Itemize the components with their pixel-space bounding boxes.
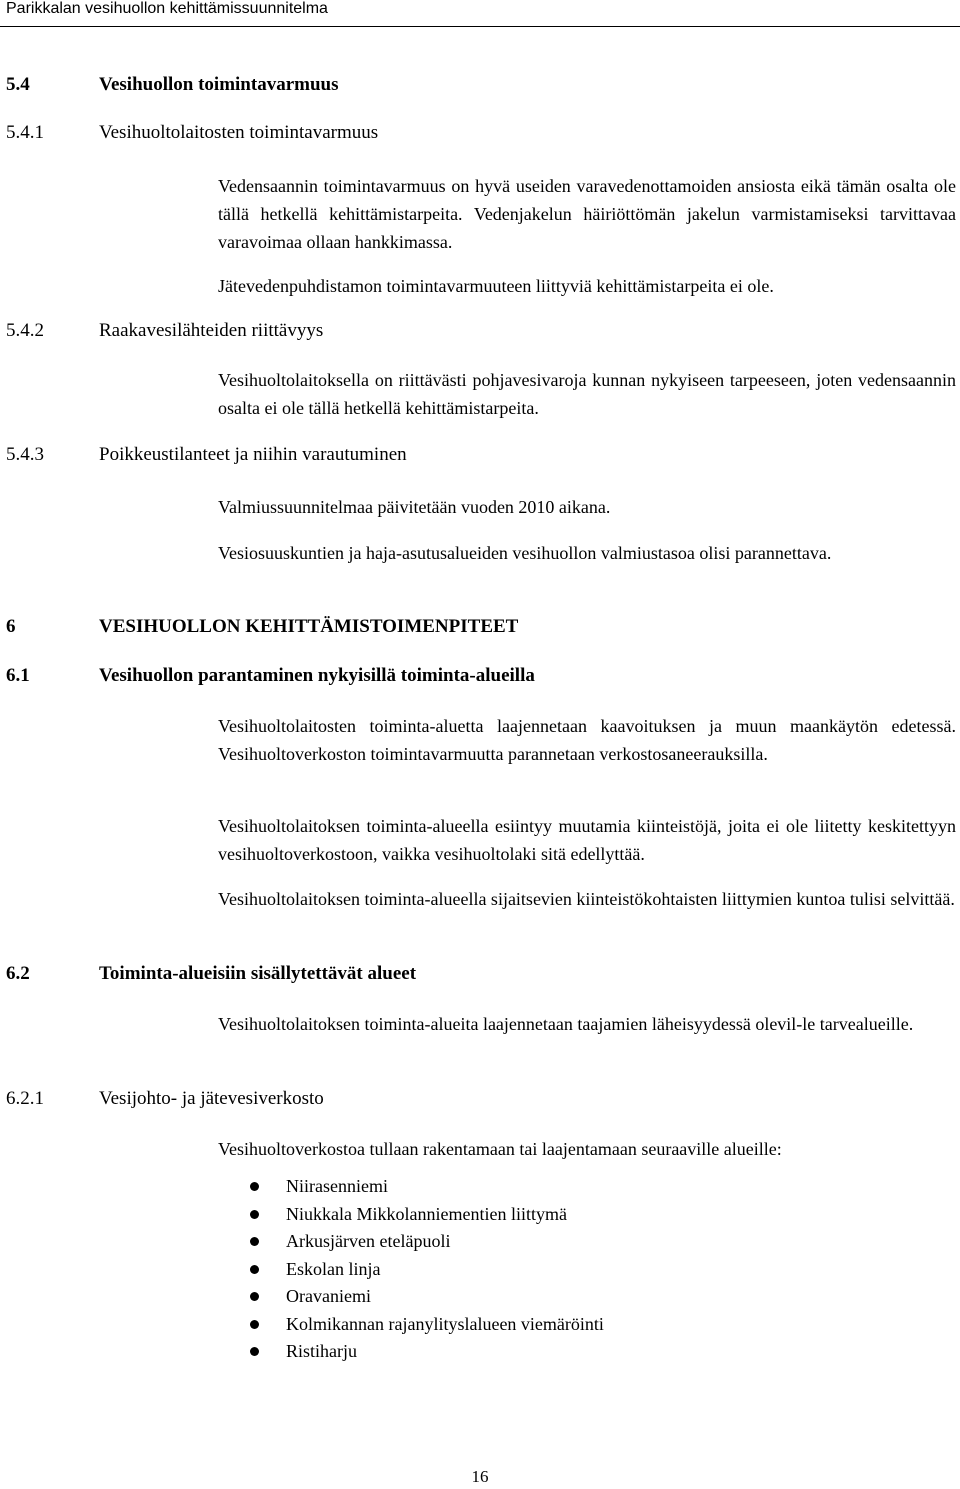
- list-item: [250, 1228, 604, 1256]
- heading-title: Raakavesilähteiden riittävyys: [99, 320, 324, 341]
- paragraph: Vesihuoltolaitoksen toiminta-alueita laajennetaan taajamien läheisyydessä olevil-le tarvealueille.: [218, 1014, 914, 1034]
- heading-title: Vesihuollon parantaminen nykyisillä toiminta-alueilla: [99, 665, 535, 686]
- heading-title: Vesihuoltolaitosten toimintavarmuus: [99, 122, 379, 143]
- bullet-icon: [250, 1320, 259, 1329]
- paragraph: Valmiussuunnitelmaa päivitetään vuoden 2010 aikana.: [218, 497, 611, 517]
- heading-number: 5.4: [6, 74, 30, 95]
- paragraph: Vesihuoltolaitoksen toiminta-alueella sijaitsevien kiinteistökohtaisten liittymien kuntoa tulisi selvittää.: [218, 889, 955, 909]
- header-rule: [0, 26, 960, 27]
- list-item: [250, 1338, 604, 1366]
- running-head: Parikkalan vesihuollon kehittämissuunnitelma: [6, 0, 328, 17]
- heading-title: Toiminta-alueisiin sisällytettävät alueet: [99, 963, 417, 984]
- area-list: [250, 1173, 604, 1366]
- list-item-text: Oravaniemi: [286, 1286, 371, 1306]
- paragraph: Vesiosuuskuntien ja haja-asutusalueiden vesihuollon valmiustasoa olisi parannettava.: [218, 543, 832, 563]
- list-item-text: Ristiharju: [286, 1341, 357, 1361]
- list-item: [250, 1311, 604, 1339]
- heading-number: 6.2: [6, 963, 30, 984]
- paragraph: Vesihuoltolaitoksen toiminta-alueella esiintyy muutamia kiinteistöjä, joita ei ole liitetty keskitettyyn vesihuoltoverkostoon, vaikka vesihuoltolaki sitä edellyttää.: [218, 816, 956, 864]
- heading-number: 5.4.3: [6, 444, 44, 465]
- list-item-text: Arkusjärven eteläpuoli: [286, 1231, 451, 1251]
- heading-number: 6: [6, 616, 16, 637]
- bullet-icon: [250, 1210, 259, 1219]
- heading-number: 5.4.2: [6, 320, 44, 341]
- bullet-icon: [250, 1347, 259, 1356]
- list-item-text: Niirasenniemi: [286, 1176, 388, 1196]
- list-item-text: Eskolan linja: [286, 1258, 381, 1279]
- list-item: [250, 1201, 604, 1229]
- heading-title: VESIHUOLLON KEHITTÄMISTOIMENPITEET: [99, 616, 519, 637]
- list-item: [250, 1283, 604, 1311]
- heading-number: 5.4.1: [6, 122, 44, 143]
- paragraph: Vedensaannin toimintavarmuus on hyvä useiden varavedenottamoiden ansiosta eikä tämän osalta ole tällä hetkellä kehittämistarpeita. Vedenjakelun häiriöttömän jakelun varmistamiseksi tarvittavaa varavoimaa ollaan hankkimassa.: [218, 176, 956, 252]
- bullet-icon: [250, 1265, 259, 1274]
- bullet-icon: [250, 1182, 259, 1191]
- heading-title: Vesihuollon toimintavarmuus: [99, 74, 339, 95]
- paragraph: Vesihuoltolaitoksella on riittävästi pohjavesivaroja kunnan nykyiseen tarpeeseen, joten vedensaannin osalta ei ole tällä hetkellä kehittämistarpeita.: [218, 370, 956, 418]
- list-item: [250, 1256, 604, 1284]
- list-item-text: Niukkala Mikkolanniementien liittymä: [286, 1203, 567, 1224]
- heading-title: Poikkeustilanteet ja niihin varautuminen: [99, 444, 407, 465]
- paragraph: Vesihuoltoverkostoa tullaan rakentamaan tai laajentamaan seuraaville alueille:: [218, 1139, 782, 1159]
- heading-number: 6.1: [6, 665, 30, 686]
- page-number: 16: [471, 1467, 489, 1486]
- list-item: [250, 1173, 604, 1201]
- heading-number: 6.2.1: [6, 1088, 44, 1109]
- heading-title: Vesijohto- ja jätevesiverkosto: [99, 1088, 324, 1109]
- paragraph: Jätevedenpuhdistamon toimintavarmuuteen liittyviä kehittämistarpeita ei ole.: [218, 276, 774, 296]
- paragraph: Vesihuoltolaitosten toiminta-aluetta laajennetaan kaavoituksen ja muun maankäytön edetessä. Vesihuoltoverkoston toimintavarmuutta parannetaan verkostosaneerauksilla.: [218, 716, 956, 764]
- bullet-icon: [250, 1237, 259, 1246]
- bullet-icon: [250, 1292, 259, 1301]
- list-item-text: Kolmikannan rajanylityslalueen viemäröinti: [286, 1313, 604, 1334]
